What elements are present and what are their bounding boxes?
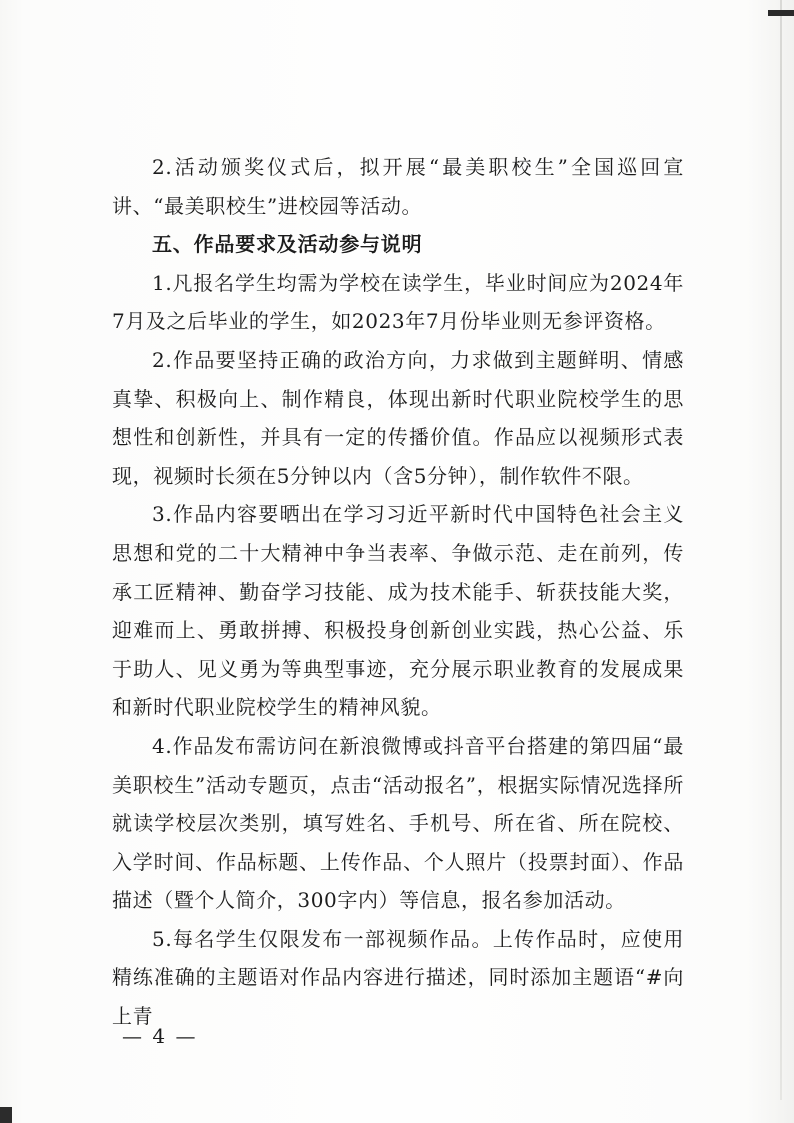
paragraph-requirement-1: 1.凡报名学生均需为学校在读学生，毕业时间应为2024年7月及之后毕业的学生，如2023年7月份毕业则无参评资格。 [112, 270, 684, 334]
section-heading: 五、作品要求及活动参与说明 [152, 232, 423, 257]
paragraph-requirement-5: 5.每名学生仅限发布一部视频作品。上传作品时，应使用精练准确的主题语对作品内容进行描述，同时添加主题语“#向上青 [112, 926, 684, 1029]
scan-corner-mark [768, 10, 794, 16]
scan-edge [780, 0, 782, 1100]
paragraph-award-ceremony: 2.活动颁奖仪式后，拟开展“最美职校生”全国巡回宣讲、“最美职校生”进校园等活动。 [112, 155, 684, 218]
paragraph-requirement-3: 3.作品内容要晒出在学习习近平新时代中国特色社会主义思想和党的二十大精神中争当表率、争做示范、走在前列，传承工匠精神、勤奋学习技能、成为技术能手、斩获技能大奖，迎难而上、勇敢拼搏、积极投身创新创业实践，热心公益、乐于助人、见义勇为等典型事迹，充分展示职业教育的发展成果和新时代职业院校学生的精神风貌。 [112, 502, 684, 720]
scan-corner-mark [0, 1107, 12, 1123]
page-number: — 4 — [122, 1024, 198, 1048]
paragraph-requirement-4: 4.作品发布需访问在新浪微博或抖音平台搭建的第四届“最美职校生”活动专题页，点击“活动报名”，根据实际情况选择所就读学校层次类别，填写姓名、手机号、所在省、所在院校、入学时间、作品标题、上传作品、个人照片（投票封面）、作品描述（暨个人简介，300字内）等信息，报名参加活动。 [112, 733, 684, 913]
paragraph-requirement-2: 2.作品要坚持正确的政治方向，力求做到主题鲜明、情感真挚、积极向上、制作精良，体现出新时代职业院校学生的思想性和创新性，并具有一定的传播价值。作品应以视频形式表现，视频时长须在5分钟以内（含5分钟），制作软件不限。 [112, 347, 684, 488]
document-body [112, 148, 684, 1036]
